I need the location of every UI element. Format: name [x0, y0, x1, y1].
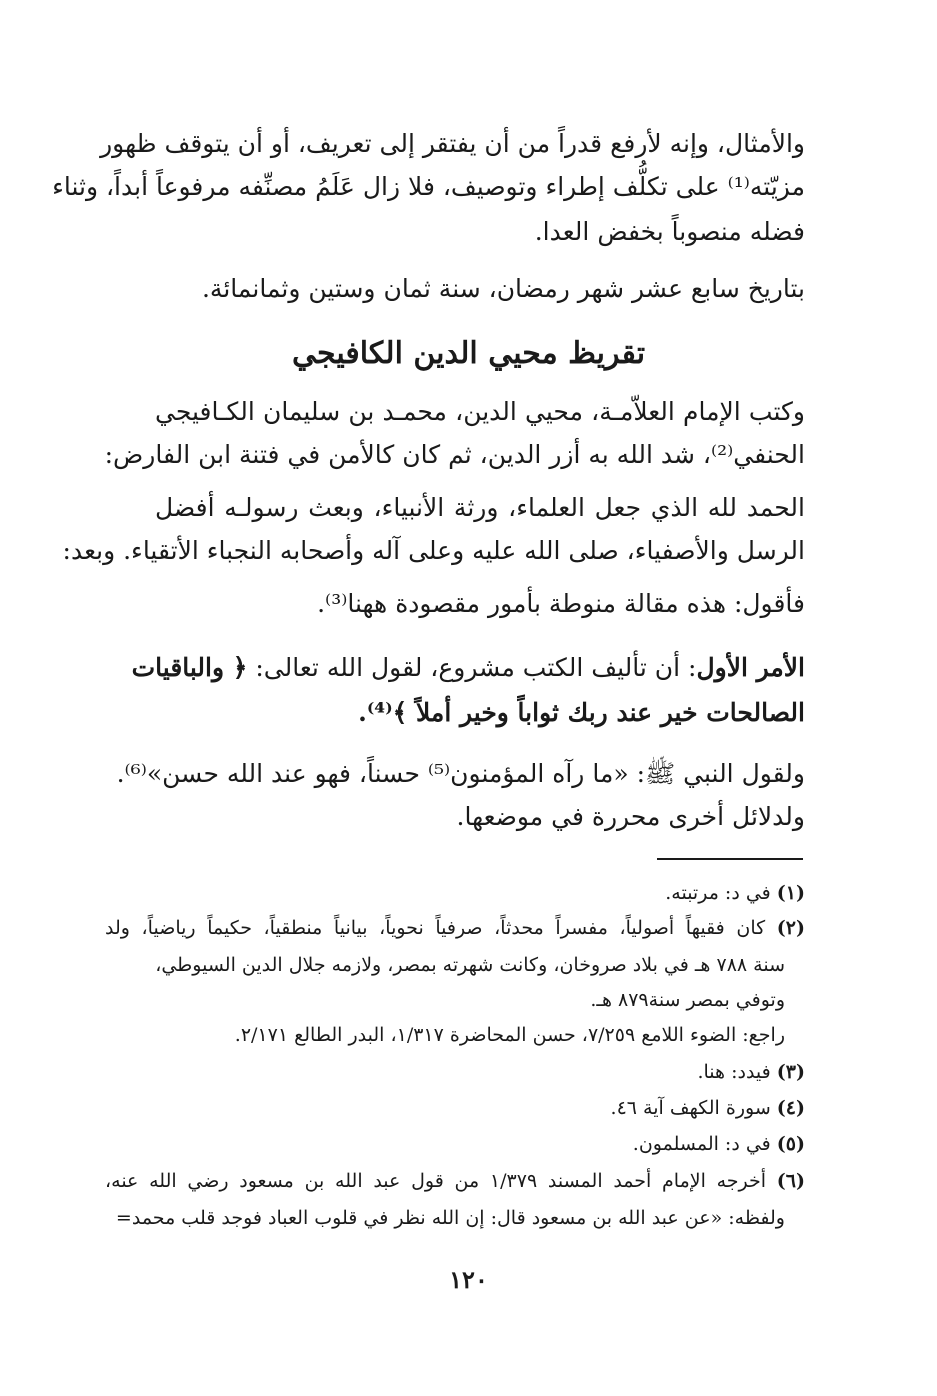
footnote-number: (١) — [776, 882, 805, 904]
footnote-6 — [105, 1166, 805, 1196]
footnote-text: سورة الكهف آية ٤٦. — [610, 1097, 777, 1119]
footnote-number: (٢) — [776, 917, 805, 939]
footnote-number: (٥) — [776, 1133, 805, 1155]
footnote-divider — [657, 858, 803, 860]
first-matter-label: الأمر الأول — [696, 653, 805, 682]
body-line-7: الحمد لله الذي جعل العلماء، ورثة الأنبياء، وبعث رسولـه أفضل — [155, 493, 805, 522]
footnote-number: (٣) — [776, 1061, 805, 1083]
footnote-5 — [105, 1129, 805, 1159]
quran-quote-line: الصالحات خير عند ربك ثواباً وخير أملاً ﴾⁽⁴⁾. — [358, 698, 805, 727]
body-line-2: مزيّته⁽¹⁾ على تكلُّف إطراء وتوصيف، فلا زال عَلَمُ مصنِّفه مرفوعاً أبداً، وثناء — [52, 172, 805, 201]
footnote-6-line-2: ولفظه: «عن عبد الله بن مسعود قال: إن الله نظر في قلوب العباد فوجد قلب محمد= — [115, 1207, 785, 1229]
body-line-8: الرسل والأصفياء، صلى الله عليه وعلى آله وأصحابه النجباء الأتقياء. وبعد: — [62, 536, 805, 565]
footnote-text: في د: مرتبته. — [665, 882, 777, 904]
footnote-text: في د: المسلمون. — [632, 1133, 777, 1155]
page-number: ١٢٠ — [449, 1265, 488, 1294]
first-matter-text: : أن تأليف الكتب مشروع، لقول الله تعالى: — [247, 653, 697, 682]
body-line-9: فأقول: هذه مقالة منوطة بأمور مقصودة ههنا⁽³⁾. — [317, 589, 805, 618]
body-line-1: والأمثال، وإنه لأرفع قدراً من أن يفتقر إلى تعريف، أو أن يتوقف ظهور — [100, 129, 805, 158]
footnote-4 — [105, 1093, 805, 1123]
body-line-10 — [131, 648, 805, 688]
body-line-5: وكتب الإمام العلاّمـة، محيي الدين، محمـد بن سليمان الكـافيجي — [155, 397, 805, 426]
footnote-text: أخرجه الإمام أحمد المسند ١/٣٧٩ من قول عبد الله بن مسعود رضي الله عنه، — [105, 1170, 777, 1192]
footnote-number: (٤) — [776, 1097, 805, 1119]
footnote-2-line-2: سنة ٧٨٨ هـ في بلاد صروخان، وكانت شهرته بمصر، ولازمه جلال الدين السيوطي، — [155, 954, 785, 976]
body-line-6: الحنفي⁽²⁾، شد الله به أزر الدين، ثم كان كالأمن في فتنة ابن الفارض: — [104, 440, 805, 469]
quran-quote-start: ﴿ والباقيات — [131, 653, 248, 682]
footnote-1 — [105, 878, 805, 908]
date-line: بتاريخ سابع عشر شهر رمضان، سنة ثمان وستين وثمانمائة. — [201, 274, 805, 303]
section-heading: تقريظ محيي الدين الكافيجي — [291, 336, 646, 371]
body-line-3: فضله منصوباً بخفض العدا. — [534, 217, 805, 246]
footnote-text: كان فقيهاً أصولياً، مفسراً محدثاً، صرفياً نحوياً، بيانياً منطقياً، حكيماً رياضياً، ولد — [105, 917, 777, 939]
footnote-2-references: راجع: الضوء اللامع ٧/٢٥٩، حسن المحاضرة ١/٣١٧، البدر الطالع ٢/١٧١. — [234, 1024, 785, 1046]
body-line-13: ولدلائل أخرى محررة في موضعها. — [456, 802, 805, 831]
body-line-12: ولقول النبي ﷺ: «ما رآه المؤمنون⁽⁵⁾ حسناً، فهو عند الله حسن»⁽⁶⁾. — [116, 759, 805, 788]
footnote-text: فيدد: هنا. — [697, 1061, 777, 1083]
footnote-2 — [105, 913, 805, 943]
footnote-3 — [105, 1057, 805, 1087]
footnote-number: (٦) — [776, 1170, 806, 1192]
footnote-2-line-3: وتوفي بمصر سنة٨٧٩ هـ. — [590, 989, 785, 1011]
